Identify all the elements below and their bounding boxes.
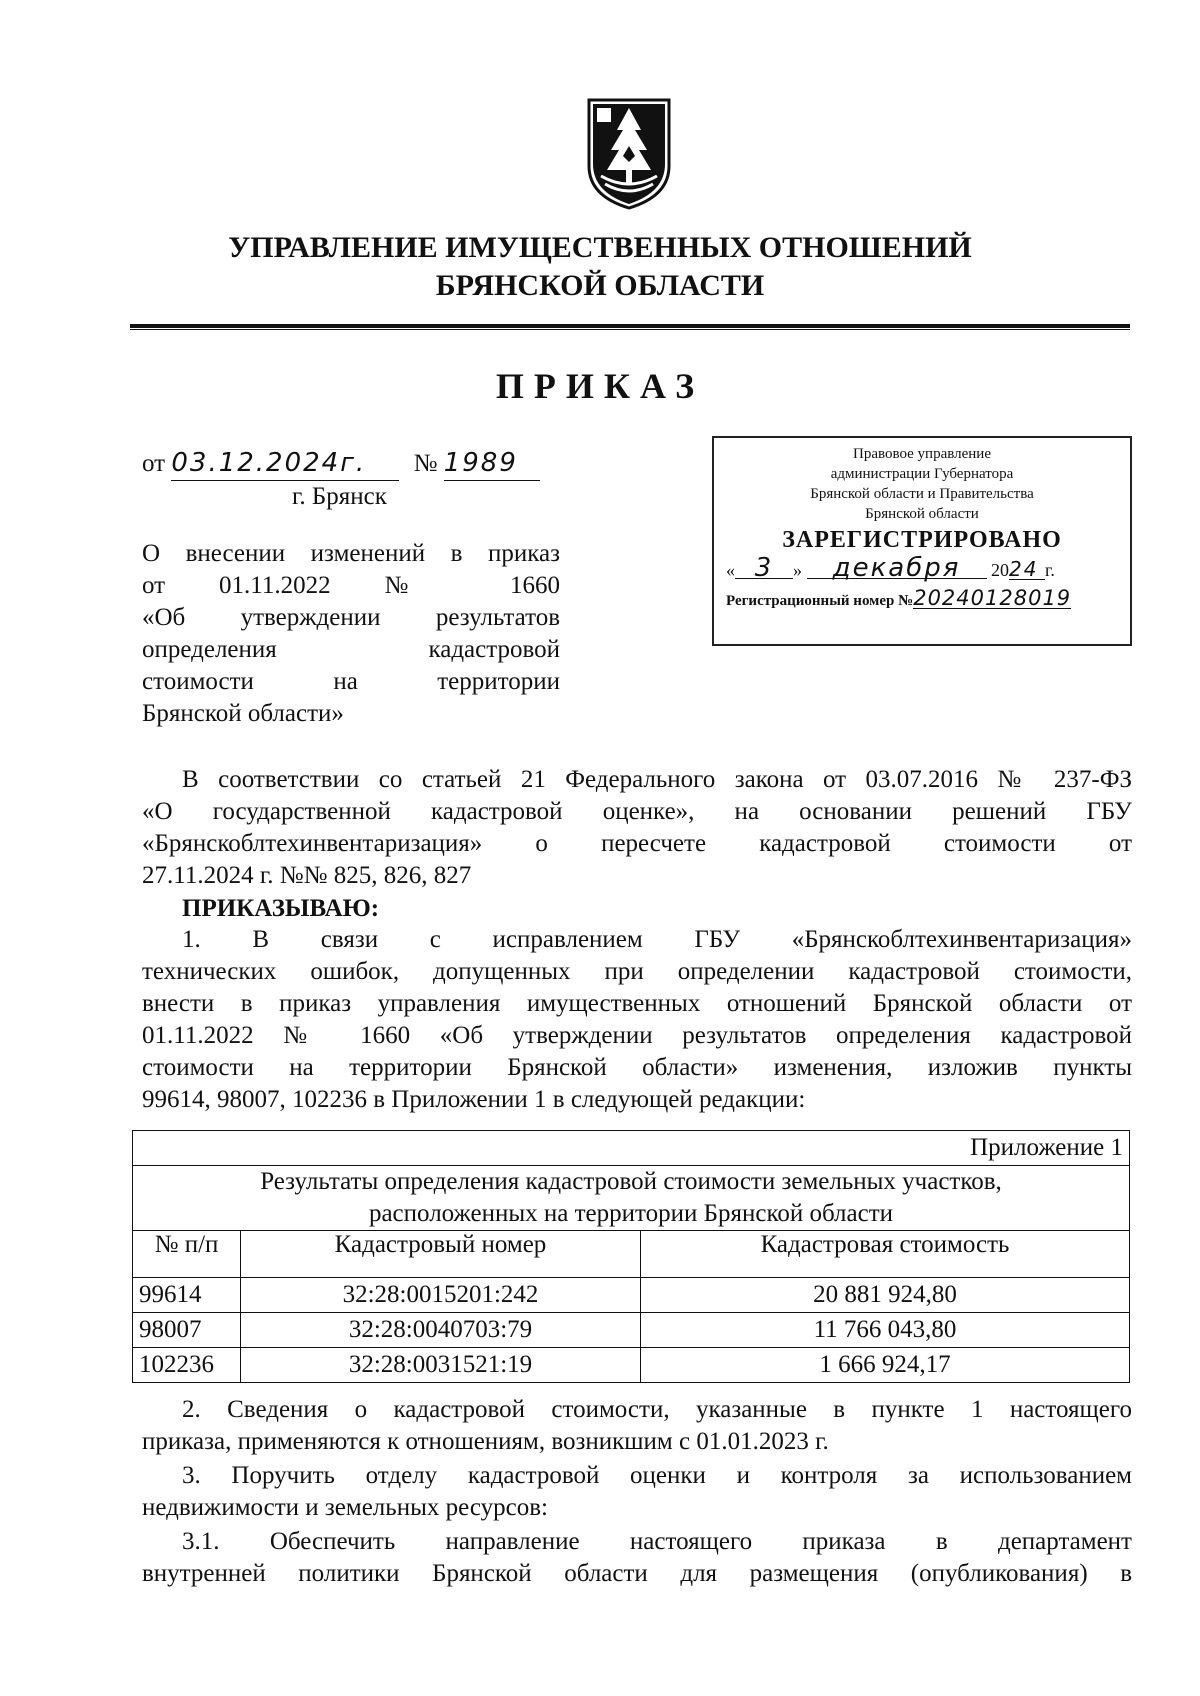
row-number: 98007: [133, 1313, 241, 1348]
cadastral-number: 32:28:0031521:19: [241, 1348, 641, 1383]
header-rule-thin: [130, 329, 1130, 330]
column-header: № п/п: [133, 1231, 241, 1278]
subject-line: стоимости на территории: [142, 668, 560, 695]
stamp-line: администрации Губернатора: [830, 466, 1014, 482]
item-3-1-paragraph: [142, 1526, 1132, 1590]
preamble-line: В соответствии со статьей 21 Федерального закона от 03.07.2016 № 237-ФЗ: [182, 766, 1132, 793]
column-header: Кадастровая стоимость: [641, 1231, 1130, 1278]
subject-line: Брянской области»: [142, 700, 344, 727]
stamp-line: Брянской области: [865, 506, 979, 522]
table-header-row: [133, 1231, 1130, 1278]
org-name-line2: БРЯНСКОЙ ОБЛАСТИ: [435, 269, 765, 302]
stamp-month: декабря: [807, 558, 987, 579]
stamp-registered: ЗАРЕГИСТРИРОВАНО: [782, 527, 1062, 553]
order-subject: [142, 538, 560, 730]
stamp-date-line: « 3 » декабря 2024 г.: [726, 553, 1055, 583]
order-number: 1989: [444, 446, 540, 481]
table-row: [133, 1348, 1130, 1383]
header-rule: [130, 324, 1130, 328]
column-header: Кадастровый номер: [241, 1231, 641, 1278]
stamp-year: 24: [1009, 559, 1045, 580]
preamble-paragraph: [142, 764, 1132, 892]
cadastral-number: 32:28:0015201:242: [241, 1278, 641, 1313]
subject-line: от 01.11.2022 № 1660: [142, 572, 560, 599]
table-row: [133, 1278, 1130, 1313]
org-name-line1: УПРАВЛЕНИЕ ИМУЩЕСТВЕННЫХ ОТНОШЕНИЙ: [228, 231, 972, 264]
item-3-line: 3. Поручить отделу кадастровой оценки и контроля за использованием: [182, 1462, 1132, 1489]
item-2-line: приказа, применяются к отношениям, возникшим с 01.01.2023 г.: [142, 1428, 829, 1455]
item-1-line: технических ошибок, допущенных при определении кадастровой стоимости,: [142, 958, 1132, 985]
item-3-line: недвижимости и земельных ресурсов:: [142, 1494, 548, 1521]
coat-of-arms-emblem: [585, 96, 673, 212]
stamp-day: 3: [735, 558, 793, 579]
subject-line: «Об утверждении результатов: [142, 604, 560, 631]
stamp-reg-line: [714, 588, 1130, 611]
item-1-paragraph: [142, 924, 1132, 1116]
row-number: 102236: [133, 1348, 241, 1383]
subject-line: О внесении изменений в приказ: [142, 540, 560, 567]
stamp-reg-number: 20240128019: [913, 586, 1072, 610]
preamble-line: «О государственной кадастровой оценке», на основании решений ГБУ: [142, 798, 1132, 825]
order-word: ПРИКАЗЫВАЮ:: [182, 895, 380, 922]
preamble-line: «Брянскоблтехинвентаризация» о пересчете кадастровой стоимости от: [142, 830, 1132, 857]
stamp-line: Брянской области и Правительства: [810, 486, 1034, 502]
table-title-line: расположенных на территории Брянской области: [368, 1200, 894, 1227]
item-1-line: стоимости на территории Брянской области» изменения, изложив пункты: [142, 1054, 1132, 1081]
registration-stamp: [712, 436, 1132, 646]
item-3-1-line: 3.1. Обеспечить направление настоящего приказа в департамент: [182, 1528, 1132, 1555]
item-1-line: 01.11.2022 № 1660 «Об утверждении результатов определения кадастровой: [142, 1022, 1132, 1049]
number-label: №: [413, 450, 438, 477]
stamp-reg-label: Регистрационный номер №: [726, 593, 914, 609]
cadastral-value: 11 766 043,80: [641, 1313, 1130, 1348]
item-1-line: 99614, 98007, 102236 в Приложении 1 в следующей редакции:: [142, 1086, 806, 1113]
item-1-line: 1. В связи с исправлением ГБУ «Брянскоблтехинвентаризация»: [182, 926, 1132, 953]
order-date: 03.12.2024г.: [171, 446, 399, 481]
order-date-line: [142, 446, 540, 481]
item-2-line: 2. Сведения о кадастровой стоимости, указанные в пункте 1 настоящего: [182, 1396, 1132, 1423]
appendix-label: Приложение 1: [133, 1131, 1130, 1166]
document-type-title: ПРИКАЗ: [495, 366, 705, 406]
table-title: [133, 1166, 1130, 1231]
table-title-line: Результаты определения кадастровой стоимости земельных участков,: [260, 1168, 1002, 1195]
item-1-line: внести в приказ управления имущественных отношений Брянской области от: [142, 990, 1132, 1017]
item-2-paragraph: [142, 1394, 1132, 1458]
item-3-paragraph: [142, 1460, 1132, 1524]
subject-line: определения кадастровой: [142, 636, 560, 663]
item-3-1-line: внутренней политики Брянской области для размещения (опубликования) в: [142, 1560, 1132, 1587]
table-row: [133, 1313, 1130, 1348]
row-number: 99614: [133, 1278, 241, 1313]
from-label: от: [142, 450, 166, 477]
order-city: г. Брянск: [292, 483, 387, 510]
stamp-line: Правовое управление: [853, 446, 991, 462]
cadastral-value-table: [132, 1130, 1130, 1383]
preamble-line: 27.11.2024 г. №№ 825, 826, 827: [142, 862, 472, 889]
cadastral-number: 32:28:0040703:79: [241, 1313, 641, 1348]
cadastral-value: 20 881 924,80: [641, 1278, 1130, 1313]
cadastral-value: 1 666 924,17: [641, 1348, 1130, 1383]
